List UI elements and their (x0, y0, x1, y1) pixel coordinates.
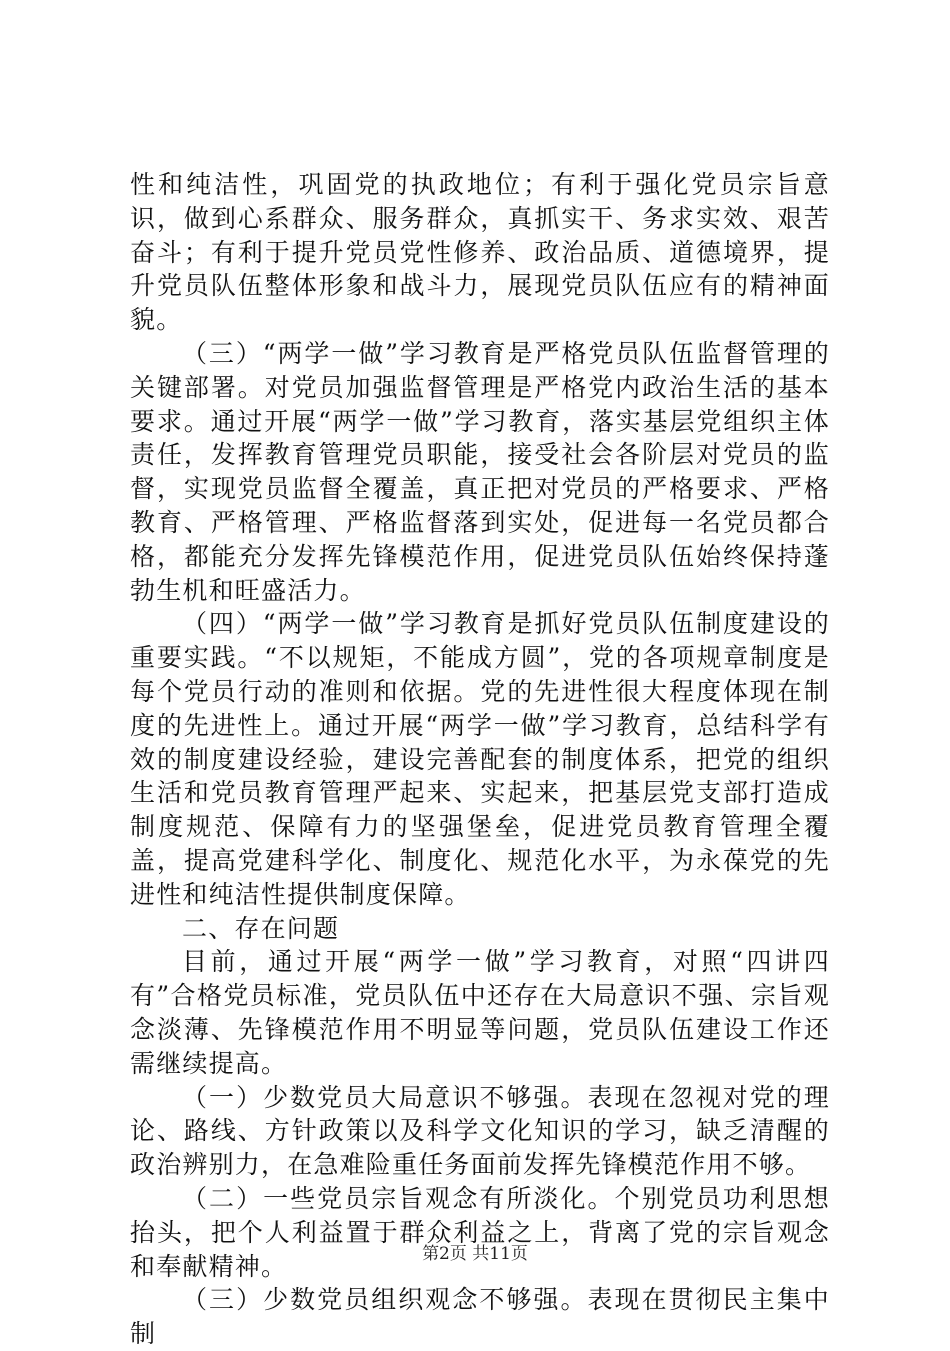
paragraph-problem-two: （二）一些党员宗旨观念有所淡化。个别党员功利思想抬头，把个人利益置于群众利益之上，背离了党的宗旨观念和奉献精神。 (130, 1183, 830, 1281)
page-number-label: 第2页 共11页 (422, 1244, 528, 1264)
paragraph-continuation: 性和纯洁性，巩固党的执政地位；有利于强化党员宗旨意识，做到心系群众、服务群众，真抓实干、务求实效、艰苦奋斗；有利于提升党员党性修养、政治品质、道德境界，提升党员队伍整体形象和战斗力，展现党员队伍应有的精神面貌。 (130, 170, 830, 335)
paragraph-problem-one: （一）少数党员大局意识不够强。表现在忽视对党的理论、路线、方针政策以及科学文化知识的学习，缺乏清醒的政治辨别力，在急难险重任务面前发挥先锋模范作用不够。 (130, 1082, 830, 1180)
paragraph-problem-three: （三）少数党员组织观念不够强。表现在贯彻民主集中制 (130, 1285, 830, 1349)
section-heading-problems: 二、存在问题 (182, 913, 340, 943)
paragraph-item-four-significance: （四）“两学一做”学习教育是抓好党员队伍制度建设的重要实践。“不以规矩，不能成方圆”，党的各项规章制度是每个党员行动的准则和依据。党的先进性很大程度体现在制度的先进性上。通过开展“两学一做”学习教育，总结科学有效的制度建设经验，建设完善配套的制度体系，把党的组织生活和党员教育管理严起来、实起来，把基层党支部打造成制度规范、保障有力的坚强堡垒，促进党员教育管理全覆盖，提高党建科学化、制度化、规范化水平，为永葆党的先进性和纯洁性提供制度保障。 (130, 609, 830, 909)
paragraph-item-three-significance: （三）“两学一做”学习教育是严格党员队伍监督管理的关键部署。对党员加强监督管理是严格党内政治生活的基本要求。通过开展“两学一做”学习教育，落实基层党组织主体责任，发挥教育管理党员职能，接受社会各阶层对党员的监督，实现党员监督全覆盖，真正把对党员的严格要求、严格教育、严格管理、严格监督落到实处，促进每一名党员都合格，都能充分发挥先锋模范作用，促进党员队伍始终保持蓬勃生机和旺盛活力。 (130, 338, 830, 605)
paragraph-problems-intro: 目前，通过开展“两学一做”学习教育，对照“四讲四有”合格党员标准，党员队伍中还存在大局意识不强、宗旨观念淡薄、先锋模范作用不明显等问题，党员队伍建设工作还需继续提高。 (130, 947, 830, 1078)
page-footer (0, 1244, 950, 1264)
document-body (130, 168, 830, 1351)
